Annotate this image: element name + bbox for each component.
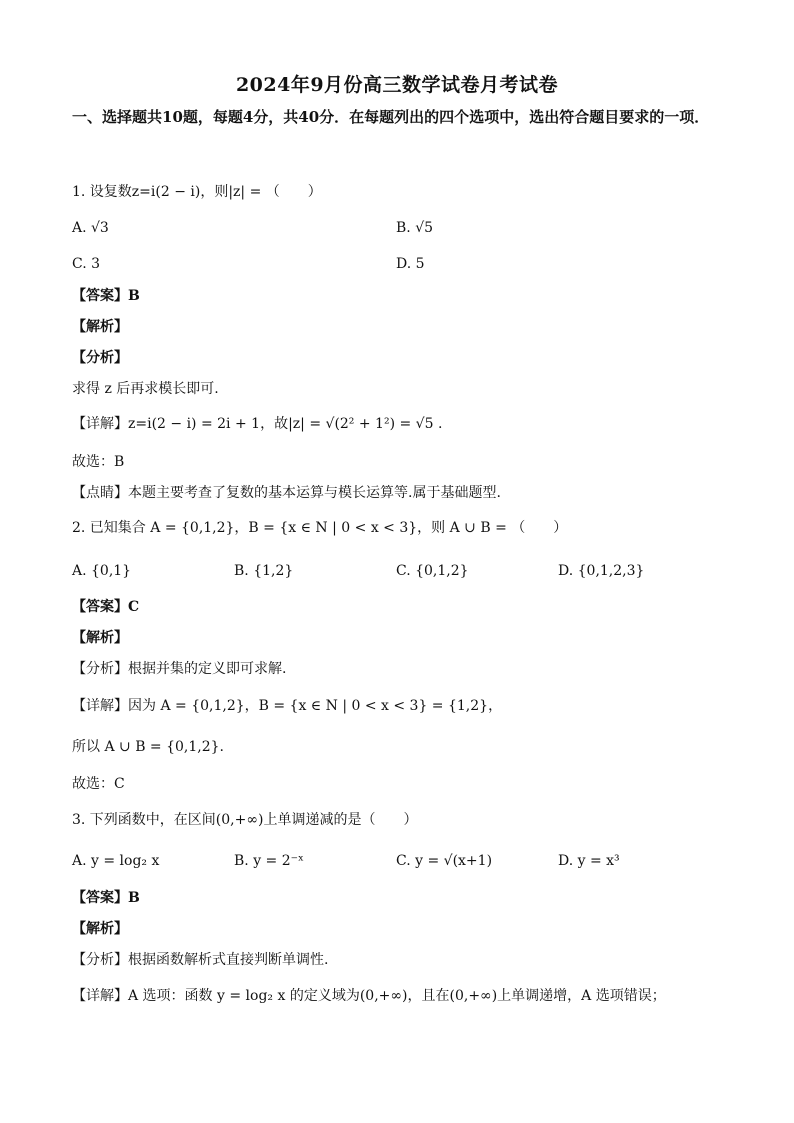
page-title: 2024年9月份高三数学试卷月考试卷 (235, 74, 559, 96)
q2-detail: 【详解】因为 A = {0,1,2}，B = {x ∈ N | 0 < x < 3} = {1,2}， (72, 698, 503, 714)
q2-option-c: C. {0,1,2} (396, 563, 469, 579)
q3-fenxi: 【分析】根据函数解析式直接判断单调性. (72, 952, 329, 968)
q3-option-d: D. y = x³ (558, 853, 620, 869)
q2-analysis-label: 【解析】 (72, 630, 128, 646)
q1-option-d: D. 5 (396, 256, 425, 272)
q3-option-b: B. y = 2⁻ˣ (234, 853, 304, 869)
q1-answer: 【答案】B (72, 288, 140, 304)
q3-detail: 【详解】A 选项：函数 y = log₂ x 的定义域为(0,+∞)，且在(0,+∞)上单调递增，A 选项错误； (72, 988, 666, 1004)
q3-analysis-label: 【解析】 (72, 921, 128, 937)
q1-analysis-label: 【解析】 (72, 319, 128, 335)
section-heading: 一、选择题共10题，每题4分，共40分．在每题列出的四个选项中，选出符合题目要求的一项． (72, 108, 710, 126)
q1-detail: 【详解】z=i(2 − i) = 2i + 1，故|z| = √(2² + 1²) = √5 . (72, 416, 443, 432)
q2-option-d: D. {0,1,2,3} (558, 563, 645, 579)
q2-choice: 故选：C (72, 776, 125, 792)
q1-fenxi-label: 【分析】 (72, 350, 128, 366)
q1-choice: 故选：B (72, 454, 125, 470)
q3-answer: 【答案】B (72, 890, 140, 906)
q1-comment: 【点睛】本题主要考查了复数的基本运算与模长运算等.属于基础题型. (72, 485, 501, 501)
q1-option-a: A. √3 (72, 220, 109, 236)
q1-option-c: C. 3 (72, 256, 101, 272)
q2-answer: 【答案】C (72, 599, 140, 615)
q2-option-b: B. {1,2} (234, 563, 294, 579)
q3-option-a: A. y = log₂ x (72, 853, 160, 869)
q1-fenxi: 求得 z 后再求模长即可. (72, 381, 219, 397)
q2-fenxi: 【分析】根据并集的定义即可求解. (72, 661, 287, 677)
q1-stem: 1. 设复数z=i(2 − i)，则|z| = （ ） (72, 184, 322, 200)
q2-stem: 2. 已知集合 A = {0,1,2}，B = {x ∈ N | 0 < x < 3}，则 A ∪ B = （ ） (72, 520, 568, 536)
q2-option-a: A. {0,1} (72, 563, 132, 579)
q2-detail-2: 所以 A ∪ B = {0,1,2}. (72, 739, 224, 755)
q3-stem: 3. 下列函数中，在区间(0,+∞)上单调递减的是（ ） (72, 812, 418, 828)
q3-option-c: C. y = √(x+1) (396, 853, 493, 869)
q1-option-b: B. √5 (396, 220, 434, 236)
